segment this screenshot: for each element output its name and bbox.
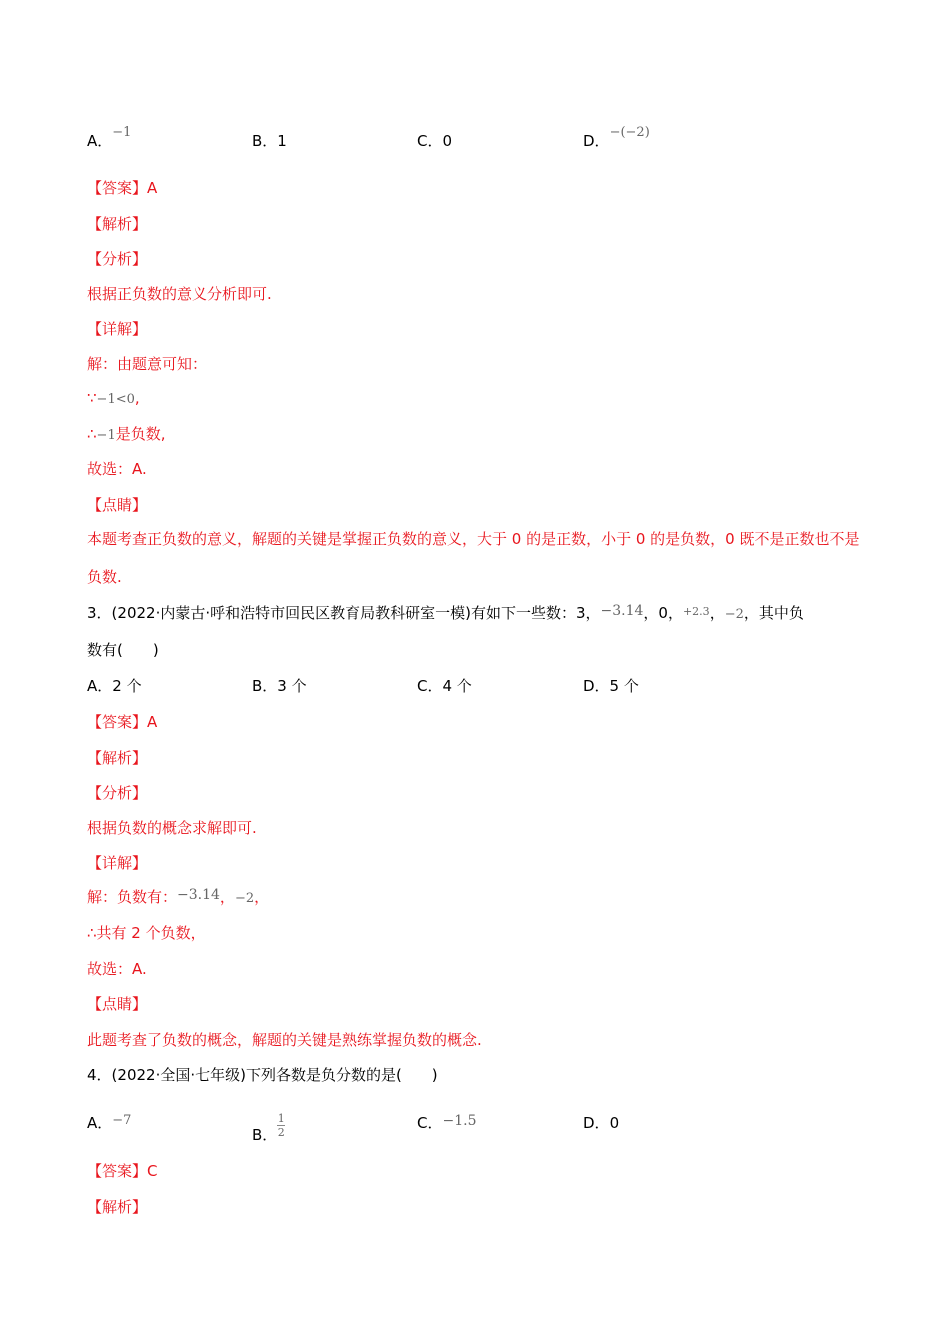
q2-option-a [87,125,132,153]
option-fraction [277,1113,285,1138]
q3-jiexi-heading: 【解析】 [87,749,148,767]
q2-jiexi-heading: 【解析】 [87,215,148,233]
therefore-symbol: ∴ [87,425,97,443]
option-label: C． [417,132,443,150]
q3-solution-line-1 [87,887,269,909]
stem-text: 3．(2022·内蒙古·呼和浩特市回民区教育局教科研室一模)有如下一些数：3， [87,604,601,622]
q2-option-d [583,125,650,153]
option-label: C． [417,1114,443,1132]
punctuation: , [134,389,140,407]
q2-fenxi-text: 根据正负数的意义分析即可. [87,285,272,303]
q3-option-d: D．5 个 [583,677,639,695]
option-label: A． [87,1114,113,1132]
q2-option-b [252,131,287,151]
q3-option-a: A．2 个 [87,677,142,695]
q3-stem-line-2: 数有( ) [87,641,159,659]
text: 解：负数有： [87,888,178,906]
q4-option-b [252,1113,285,1145]
q3-fenxi-text: 根据负数的概念求解即可. [87,819,257,837]
punctuation: ， [254,888,270,906]
option-text: 0 [442,132,453,150]
stem-text: ， [709,604,725,622]
fraction-numerator: 1 [277,1112,285,1125]
q2-dianjing-heading: 【点睛】 [87,496,148,514]
q2-solution-line-4: 故选：A. [87,460,147,478]
option-math: −7 [112,1113,132,1128]
q2-answer: 【答案】A [87,179,158,197]
option-label: A． [87,132,113,150]
inline-math: −1<0 [96,392,135,407]
q4-option-d [583,1113,619,1133]
option-label: D． [583,1114,610,1132]
option-math: −1.5 [442,1113,477,1129]
q4-option-a [87,1113,131,1135]
because-symbol: ∵ [87,389,97,407]
q2-option-c [417,131,452,151]
q3-xiangjie-heading: 【详解】 [87,854,148,872]
q3-option-c: C．4 个 [417,677,472,695]
inline-math: −3.14 [600,603,644,619]
q3-stem-line-1 [87,603,804,625]
fraction-denominator: 2 [277,1126,285,1139]
inline-math: −3.14 [177,887,220,903]
q4-option-c [417,1113,476,1134]
option-text: 0 [609,1114,620,1132]
option-label: B． [252,132,278,150]
q3-fenxi-heading: 【分析】 [87,784,148,802]
q4-jiexi-heading: 【解析】 [87,1198,148,1216]
punctuation: ， [219,888,235,906]
q3-dianjing-text: 此题考查了负数的概念，解题的关键是熟练掌握负数的概念. [87,1031,482,1049]
q2-xiangjie-heading: 【详解】 [87,320,148,338]
q3-option-b: B．3 个 [252,677,307,695]
q2-dianjing-text: 本题考查正负数的意义，解题的关键是掌握正负数的意义，大于 0 的是正数，小于 0 的是负数，0 既不是正数也不是负数. [87,530,860,586]
text: 是负数, [115,425,166,443]
q3-solution-line-2: ∴共有 2 个负数， [87,924,206,942]
stem-text: ，0， [643,604,683,622]
stem-text: ，其中负 [743,604,804,622]
inline-math: +2.3 [682,605,710,618]
inline-math: −2 [724,607,744,622]
q3-dianjing-heading: 【点睛】 [87,995,148,1013]
option-label: B． [252,1126,278,1144]
q4-answer: 【答案】C [87,1162,158,1180]
inline-math: −1 [96,428,116,443]
q3-answer: 【答案】A [87,713,158,731]
q2-fenxi-heading: 【分析】 [87,250,148,268]
option-label: D． [583,132,610,150]
q4-stem: 4．(2022·全国·七年级)下列各数是负分数的是( ) [87,1066,438,1084]
inline-math: −2 [234,891,255,906]
option-math: −1 [112,125,132,140]
q2-solution-line-3 [87,424,166,446]
option-text: 1 [277,132,287,150]
q2-solution-line-2 [87,388,140,410]
option-math: −(−2) [609,125,650,140]
q2-solution-line-1: 解：由题意可知： [87,355,208,373]
q3-solution-line-3: 故选：A. [87,960,147,978]
